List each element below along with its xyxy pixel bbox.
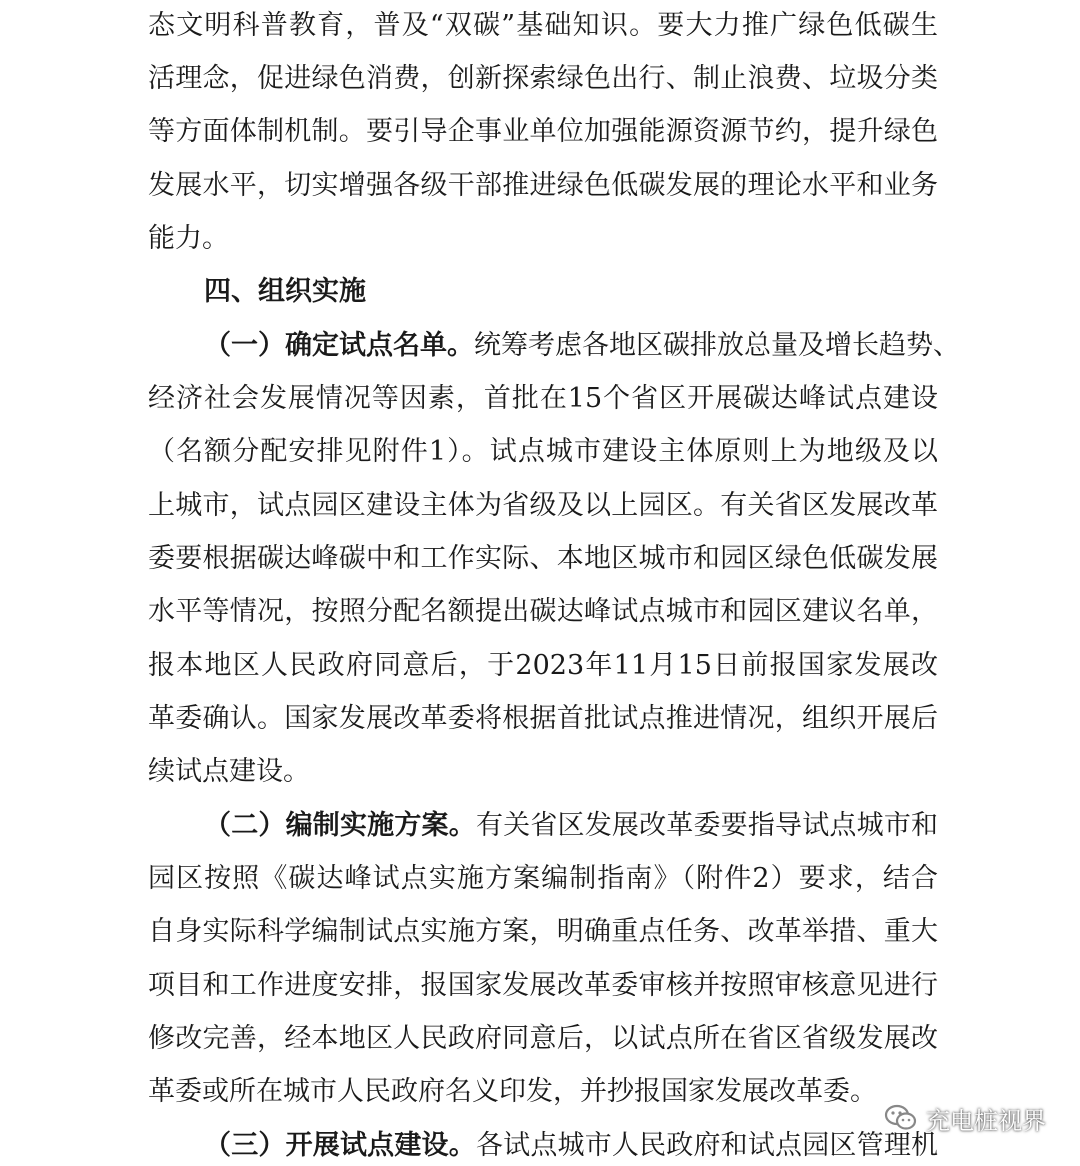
item-title: （三）开展试点建设。: [204, 1130, 476, 1161]
item-title: （二）编制实施方案。: [204, 810, 476, 841]
item-title: （一）确定试点名单。: [204, 330, 474, 361]
paragraph-line: 续试点建设。: [148, 756, 310, 787]
paragraph-line: 革委或所在城市人民政府名义印发，并抄报国家发展改革委。: [148, 1076, 877, 1107]
paragraph-line: 项目和工作进度安排，报国家发展改革委审核并按照审核意见进行: [148, 970, 938, 1001]
paragraph-line: 革委确认。国家发展改革委将根据首批试点推进情况，组织开展后: [148, 703, 938, 734]
paragraph-line: 自身实际科学编制试点实施方案，明确重点任务、改革举措、重大: [148, 916, 938, 947]
item-first-line: [204, 326, 960, 366]
paragraph-line: 经济社会发展情况等因素，首批在15个省区开展碳达峰试点建设: [148, 383, 938, 414]
item-text: 各试点城市人民政府和试点园区管理机: [475, 1130, 939, 1161]
paragraph-line: 等方面体制机制。要引导企事业单位加强能源资源节约，提升绿色: [148, 116, 938, 147]
paragraph-line: 报本地区人民政府同意后，于2023年11月15日前报国家发展改: [148, 650, 938, 681]
item-text: 有关省区发展改革委要指导试点城市和: [475, 810, 939, 841]
watermark-text: 充电桩视界: [926, 1106, 1046, 1135]
paragraph-line: 委要根据碳达峰碳中和工作实际、本地区城市和园区绿色低碳发展: [148, 543, 938, 574]
paragraph-line: （名额分配安排见附件1）。试点城市建设主体原则上为地级及以: [148, 436, 938, 467]
paragraph-line: 态文明科普教育，普及“双碳”基础知识。要大力推广绿色低碳生: [148, 10, 938, 41]
paragraph-line: 发展水平，切实增强各级干部推进绿色低碳发展的理论水平和业务: [148, 170, 938, 201]
item-text: 统筹考虑各地区碳排放总量及增长趋势、: [474, 330, 960, 361]
paragraph-line: 能力。: [148, 223, 229, 254]
paragraph-line: 修改完善，经本地区人民政府同意后，以试点所在省区省级发展改: [148, 1023, 938, 1054]
item-first-line: [204, 806, 938, 846]
paragraph-line: 水平等情况，按照分配名额提出碳达峰试点城市和园区建议名单，: [148, 596, 938, 627]
paragraph-line: 上城市，试点园区建设主体为省级及以上园区。有关省区发展改革: [148, 490, 938, 521]
section-heading: 四、组织实施: [204, 276, 366, 307]
item-first-line: [204, 1126, 938, 1166]
paragraph-line: 活理念，促进绿色消费，创新探索绿色出行、制止浪费、垃圾分类: [148, 63, 938, 94]
watermark: [884, 1098, 1046, 1138]
paragraph-line: 园区按照《碳达峰试点实施方案编制指南》（附件2）要求，结合: [148, 863, 938, 894]
wechat-icon: [884, 1104, 918, 1132]
